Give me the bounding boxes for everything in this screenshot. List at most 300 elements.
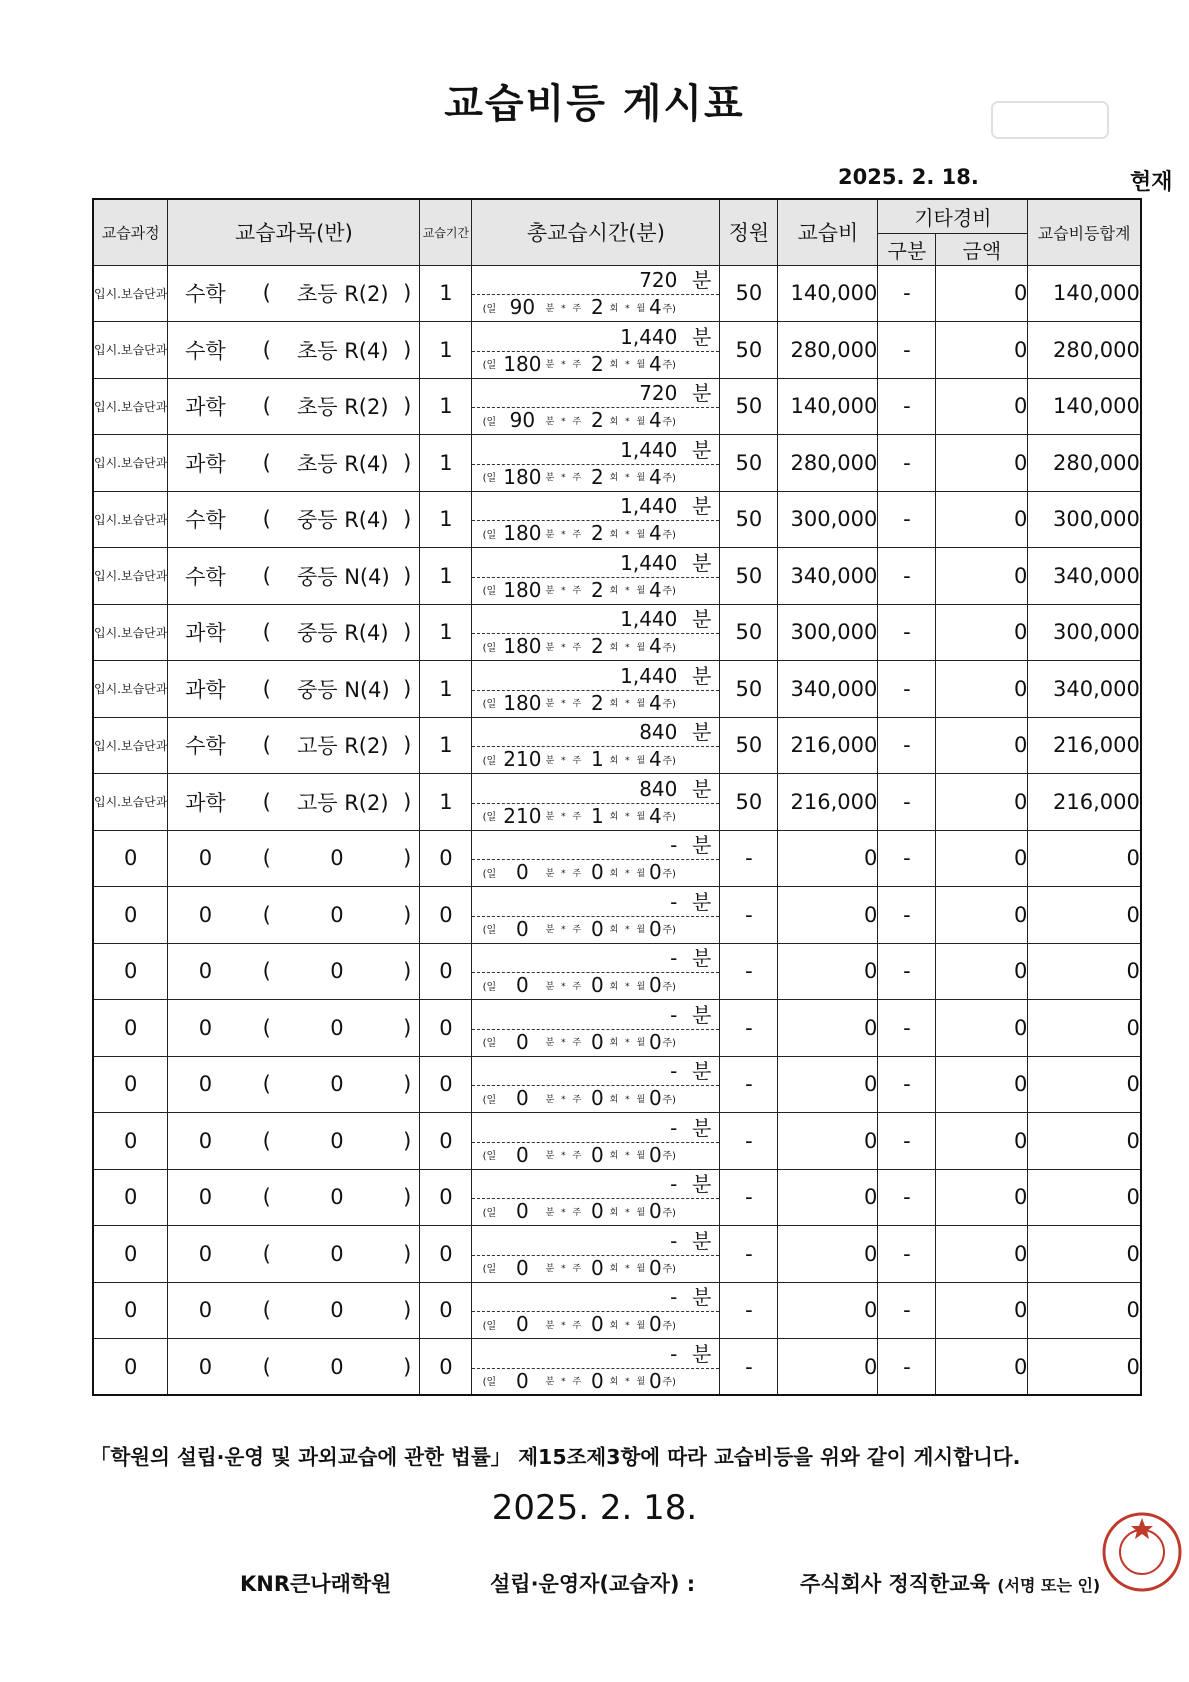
table-row <box>93 265 1141 322</box>
course-cell: 입시.보습단과 <box>93 717 168 774</box>
subject-name: 0 <box>198 902 213 927</box>
minutes-unit: 분 <box>692 889 712 914</box>
paren-close: ) <box>403 281 412 306</box>
header-period: 교습기간 <box>420 199 472 265</box>
capacity-cell: 50 <box>720 774 778 831</box>
weeks: 0 <box>649 1142 662 1167</box>
times-label: 회 * 월 <box>609 868 648 879</box>
sum-cell: 0 <box>1028 1226 1141 1283</box>
sum-cell: 140,000 <box>1028 378 1141 435</box>
paren-open: ( <box>262 337 271 362</box>
other-type-cell: - <box>878 1113 936 1170</box>
total-minutes: 1,440 <box>620 437 678 462</box>
class-name: 0 <box>330 1241 344 1266</box>
course-cell: 0 <box>93 1282 168 1339</box>
times-label: 회 * 월 <box>609 586 648 597</box>
fee-cell: 0 <box>778 1226 878 1283</box>
header-other-amount: 금액 <box>936 233 1028 265</box>
weeks: 0 <box>649 973 662 998</box>
fee-cell: 216,000 <box>778 774 878 831</box>
total-time-cell <box>472 1000 720 1057</box>
paren-close: ) <box>403 394 412 419</box>
table-row <box>93 943 1141 1000</box>
course-cell: 0 <box>93 887 168 944</box>
other-type-cell: - <box>878 774 936 831</box>
period-cell: 1 <box>420 265 472 322</box>
subject-cell <box>168 604 420 661</box>
period-cell: 1 <box>420 604 472 661</box>
day-prefix: (일 <box>482 812 497 824</box>
per-week-label: 분 * 주 <box>545 981 584 992</box>
subject-cell <box>168 1226 420 1283</box>
total-minutes: 1,440 <box>620 324 678 349</box>
paren-open: ( <box>262 733 271 758</box>
capacity-cell: 50 <box>720 548 778 605</box>
times-per-week: 2 <box>591 408 604 433</box>
paren-close: ) <box>403 676 412 701</box>
other-amount-cell: 0 <box>936 435 1028 492</box>
week-suffix: 주) <box>662 812 676 824</box>
times-label: 회 * 월 <box>609 981 648 992</box>
per-week-label: 분 * 주 <box>545 1151 584 1162</box>
per-week-label: 분 * 주 <box>545 699 584 710</box>
total-time-cell <box>472 943 720 1000</box>
period-cell: 0 <box>420 1169 472 1226</box>
table-row <box>93 322 1141 379</box>
course-cell: 0 <box>93 1339 168 1396</box>
per-week-label: 분 * 주 <box>545 1207 584 1218</box>
capacity-cell: - <box>720 1169 778 1226</box>
paren-close: ) <box>403 337 412 362</box>
other-amount-cell: 0 <box>936 774 1028 831</box>
times-label: 회 * 월 <box>609 1264 648 1275</box>
session-minutes: 210 <box>503 803 542 828</box>
subject-name: 0 <box>198 1185 213 1210</box>
other-amount-cell: 0 <box>936 491 1028 548</box>
period-cell: 0 <box>420 830 472 887</box>
week-suffix: 주) <box>662 868 676 880</box>
day-prefix: (일 <box>482 529 497 541</box>
other-amount-cell: 0 <box>936 1169 1028 1226</box>
total-time-cell <box>472 265 720 322</box>
paren-close: ) <box>403 1298 412 1323</box>
subject-cell <box>168 1339 420 1396</box>
sum-cell: 0 <box>1028 1339 1141 1396</box>
class-name: 0 <box>330 1354 344 1379</box>
per-week-label: 분 * 주 <box>545 529 584 540</box>
class-name: 고등 R(2) <box>296 790 389 815</box>
other-type-cell: - <box>878 830 936 887</box>
paren-open: ( <box>262 1128 271 1153</box>
other-amount-cell: 0 <box>936 943 1028 1000</box>
fee-cell: 0 <box>778 1169 878 1226</box>
times-label: 회 * 월 <box>609 1094 648 1105</box>
weeks: 0 <box>649 1029 662 1054</box>
weeks: 0 <box>649 1086 662 1111</box>
minutes-unit: 분 <box>692 1172 712 1197</box>
other-amount-cell: 0 <box>936 322 1028 379</box>
minutes-unit: 분 <box>692 1059 712 1084</box>
period-cell: 0 <box>420 1282 472 1339</box>
week-suffix: 주) <box>662 1038 676 1050</box>
subject-name: 0 <box>198 1128 213 1153</box>
class-name: 0 <box>330 846 344 871</box>
received-stamp-icon <box>990 96 1110 146</box>
bottom-date: 2025. 2. 18. <box>491 1488 698 1528</box>
subject-name: 0 <box>198 959 213 984</box>
week-suffix: 주) <box>662 699 676 711</box>
total-minutes: 840 <box>639 776 678 801</box>
subject-name: 과학 <box>185 395 226 420</box>
subject-cell <box>168 717 420 774</box>
paren-open: ( <box>262 620 271 645</box>
subject-cell <box>168 435 420 492</box>
company-text: 주식회사 정직한교육 <box>800 1572 990 1596</box>
times-per-week: 0 <box>591 1312 604 1337</box>
legal-notice: 「학원의 설립·운영 및 과외교습에 관한 법률」 제15조제3항에 따라 교습비등을 위와 같이 게시합니다. <box>90 1445 1021 1469</box>
paren-close: ) <box>403 1128 412 1153</box>
capacity-cell: - <box>720 1226 778 1283</box>
times-label: 회 * 월 <box>609 925 648 936</box>
paren-close: ) <box>403 789 412 814</box>
other-amount-cell: 0 <box>936 1113 1028 1170</box>
period-cell: 0 <box>420 1113 472 1170</box>
total-time-cell <box>472 1226 720 1283</box>
minutes-unit: 분 <box>692 268 712 293</box>
other-type-cell: - <box>878 265 936 322</box>
sum-cell: 300,000 <box>1028 491 1141 548</box>
week-suffix: 주) <box>662 360 676 372</box>
capacity-cell: - <box>720 830 778 887</box>
subject-cell <box>168 491 420 548</box>
total-time-cell <box>472 1113 720 1170</box>
times-per-week: 0 <box>591 860 604 885</box>
subject-name: 과학 <box>185 790 226 815</box>
fee-cell: 140,000 <box>778 265 878 322</box>
total-time-cell <box>472 1169 720 1226</box>
total-time-cell <box>472 435 720 492</box>
session-minutes: 180 <box>503 634 542 659</box>
minutes-unit: 분 <box>692 607 712 632</box>
times-label: 회 * 월 <box>609 1320 648 1331</box>
other-amount-cell: 0 <box>936 1282 1028 1339</box>
subject-name: 0 <box>198 1015 213 1040</box>
session-minutes: 0 <box>516 973 529 998</box>
times-label: 회 * 월 <box>609 1377 648 1387</box>
times-per-week: 0 <box>591 1368 604 1393</box>
paren-open: ( <box>262 281 271 306</box>
day-prefix: (일 <box>482 1377 497 1388</box>
day-prefix: (일 <box>482 755 497 767</box>
capacity-cell: 50 <box>720 378 778 435</box>
paren-open: ( <box>262 394 271 419</box>
session-minutes: 180 <box>503 464 542 489</box>
weeks: 4 <box>649 295 662 320</box>
minutes-unit: 분 <box>692 946 712 971</box>
weeks: 0 <box>649 1312 662 1337</box>
per-week-label: 분 * 주 <box>545 755 584 766</box>
capacity-cell: 50 <box>720 491 778 548</box>
other-type-cell: - <box>878 1056 936 1113</box>
capacity-cell: 50 <box>720 661 778 718</box>
other-type-cell: - <box>878 378 936 435</box>
subject-name: 과학 <box>185 621 226 646</box>
week-suffix: 주) <box>662 925 676 937</box>
times-label: 회 * 월 <box>609 642 648 653</box>
period-cell: 1 <box>420 435 472 492</box>
times-label: 회 * 월 <box>609 1151 648 1162</box>
total-time-cell <box>472 1282 720 1339</box>
class-name: 0 <box>330 959 344 984</box>
times-label: 회 * 월 <box>609 529 648 540</box>
sum-cell: 0 <box>1028 830 1141 887</box>
subject-name: 수학 <box>185 338 226 363</box>
other-amount-cell: 0 <box>936 887 1028 944</box>
weeks: 4 <box>649 747 662 772</box>
header-other-type: 구분 <box>878 233 936 265</box>
table-row <box>93 1339 1141 1396</box>
paren-open: ( <box>262 846 271 871</box>
table-row <box>93 491 1141 548</box>
times-label: 회 * 월 <box>609 812 648 823</box>
sum-cell: 0 <box>1028 1113 1141 1170</box>
subject-cell <box>168 887 420 944</box>
course-cell: 입시.보습단과 <box>93 378 168 435</box>
fee-cell: 0 <box>778 1339 878 1396</box>
paren-close: ) <box>403 563 412 588</box>
session-minutes: 0 <box>516 1312 529 1337</box>
session-minutes: 0 <box>516 1199 529 1224</box>
other-amount-cell: 0 <box>936 1000 1028 1057</box>
capacity-cell: - <box>720 1113 778 1170</box>
day-prefix: (일 <box>482 1320 497 1332</box>
subject-cell <box>168 661 420 718</box>
sum-cell: 340,000 <box>1028 661 1141 718</box>
subject-cell <box>168 1282 420 1339</box>
day-prefix: (일 <box>482 1151 497 1163</box>
day-prefix: (일 <box>482 981 497 993</box>
day-prefix: (일 <box>482 1038 497 1050</box>
weeks: 4 <box>649 351 662 376</box>
subject-name: 0 <box>198 1072 213 1097</box>
total-minutes: 720 <box>639 381 678 406</box>
times-label: 회 * 월 <box>609 303 648 314</box>
company-name <box>800 1568 1100 1598</box>
week-suffix: 주) <box>662 1264 676 1276</box>
per-week-label: 분 * 주 <box>545 868 584 879</box>
period-cell: 0 <box>420 943 472 1000</box>
table-row <box>93 887 1141 944</box>
week-suffix: 주) <box>662 1320 676 1332</box>
class-name: 초등 R(4) <box>296 338 389 363</box>
minutes-unit: 분 <box>692 663 712 688</box>
period-cell: 0 <box>420 1056 472 1113</box>
day-prefix: (일 <box>482 1094 497 1106</box>
paren-open: ( <box>262 959 271 984</box>
paren-close: ) <box>403 1185 412 1210</box>
times-per-week: 2 <box>591 521 604 546</box>
per-week-label: 분 * 주 <box>545 1094 584 1105</box>
day-prefix: (일 <box>482 1207 497 1219</box>
subject-name: 0 <box>198 1354 213 1379</box>
other-amount-cell: 0 <box>936 1056 1028 1113</box>
session-minutes: 180 <box>503 351 542 376</box>
week-suffix: 주) <box>662 1207 676 1219</box>
subject-cell <box>168 548 420 605</box>
other-amount-cell: 0 <box>936 548 1028 605</box>
period-cell: 1 <box>420 548 472 605</box>
other-type-cell: - <box>878 604 936 661</box>
per-week-label: 분 * 주 <box>545 1038 584 1049</box>
period-cell: 0 <box>420 1000 472 1057</box>
other-type-cell: - <box>878 717 936 774</box>
weeks: 4 <box>649 464 662 489</box>
subject-name: 과학 <box>185 451 226 476</box>
times-per-week: 2 <box>591 464 604 489</box>
paren-open: ( <box>262 450 271 475</box>
sign-note: (서명 또는 인) <box>997 1576 1101 1595</box>
other-amount-cell: 0 <box>936 378 1028 435</box>
table-row <box>93 1113 1141 1170</box>
subject-cell <box>168 322 420 379</box>
minutes-unit: 분 <box>692 1002 712 1027</box>
capacity-cell: 50 <box>720 604 778 661</box>
paren-close: ) <box>403 1072 412 1097</box>
table-row <box>93 717 1141 774</box>
week-suffix: 주) <box>662 473 676 485</box>
week-suffix: 주) <box>662 303 676 315</box>
total-time-cell <box>472 1056 720 1113</box>
other-type-cell: - <box>878 1169 936 1226</box>
fee-cell: 0 <box>778 1113 878 1170</box>
period-cell: 1 <box>420 717 472 774</box>
weeks: 4 <box>649 803 662 828</box>
paren-close: ) <box>403 959 412 984</box>
capacity-cell: - <box>720 943 778 1000</box>
course-cell: 0 <box>93 830 168 887</box>
total-minutes: - <box>670 1059 678 1084</box>
per-week-label: 분 * 주 <box>545 303 584 314</box>
class-name: 초등 R(2) <box>296 282 389 307</box>
paren-close: ) <box>403 450 412 475</box>
class-name: 고등 R(2) <box>296 734 389 759</box>
sum-cell: 216,000 <box>1028 774 1141 831</box>
times-per-week: 1 <box>591 803 604 828</box>
minutes-unit: 분 <box>692 776 712 801</box>
total-minutes: - <box>670 833 678 858</box>
table-row <box>93 774 1141 831</box>
week-suffix: 주) <box>662 755 676 767</box>
weeks: 4 <box>649 577 662 602</box>
period-cell: 1 <box>420 322 472 379</box>
subject-cell <box>168 1113 420 1170</box>
day-prefix: (일 <box>482 416 497 428</box>
total-minutes: 720 <box>639 268 678 293</box>
day-prefix: (일 <box>482 1264 497 1276</box>
fee-cell: 0 <box>778 1282 878 1339</box>
total-minutes: - <box>670 1172 678 1197</box>
founder-label: 설립·운영자(교습자) : <box>490 1572 696 1596</box>
per-week-label: 분 * 주 <box>545 360 584 371</box>
other-type-cell: - <box>878 435 936 492</box>
paren-close: ) <box>403 902 412 927</box>
period-cell: 1 <box>420 491 472 548</box>
capacity-cell: - <box>720 1056 778 1113</box>
sum-cell: 140,000 <box>1028 265 1141 322</box>
class-name: 중등 N(4) <box>296 677 390 702</box>
subject-name: 0 <box>198 1298 213 1323</box>
fee-table <box>92 198 1142 1396</box>
minutes-unit: 분 <box>692 381 712 406</box>
class-name: 중등 R(4) <box>296 621 389 646</box>
total-time-cell <box>472 661 720 718</box>
paren-open: ( <box>262 1015 271 1040</box>
other-amount-cell: 0 <box>936 717 1028 774</box>
fee-cell: 216,000 <box>778 717 878 774</box>
paren-close: ) <box>403 1015 412 1040</box>
other-amount-cell: 0 <box>936 830 1028 887</box>
paren-open: ( <box>262 789 271 814</box>
course-cell: 입시.보습단과 <box>93 548 168 605</box>
subject-name: 수학 <box>185 282 226 307</box>
class-name: 0 <box>330 1015 344 1040</box>
paren-open: ( <box>262 1298 271 1323</box>
times-label: 회 * 월 <box>609 755 648 766</box>
class-name: 0 <box>330 902 344 927</box>
session-minutes: 180 <box>503 690 542 715</box>
paren-open: ( <box>262 563 271 588</box>
capacity-cell: 50 <box>720 322 778 379</box>
subject-name: 0 <box>198 1241 213 1266</box>
minutes-unit: 분 <box>692 1115 712 1140</box>
fee-cell: 0 <box>778 1000 878 1057</box>
other-type-cell: - <box>878 887 936 944</box>
other-amount-cell: 0 <box>936 1226 1028 1283</box>
total-minutes: - <box>670 1228 678 1253</box>
period-cell: 1 <box>420 378 472 435</box>
header-fee: 교습비 <box>778 199 878 265</box>
other-amount-cell: 0 <box>936 604 1028 661</box>
total-minutes: 1,440 <box>620 607 678 632</box>
total-time-cell <box>472 717 720 774</box>
per-week-label: 분 * 주 <box>545 925 584 936</box>
header-total-time: 총교습시간(분) <box>472 199 720 265</box>
per-week-label: 분 * 주 <box>545 1264 584 1275</box>
header-capacity: 정원 <box>720 199 778 265</box>
course-cell: 입시.보습단과 <box>93 774 168 831</box>
header-course: 교습과정 <box>93 199 168 265</box>
table-row <box>93 378 1141 435</box>
sum-cell: 0 <box>1028 943 1141 1000</box>
per-week-label: 분 * 주 <box>545 586 584 597</box>
minutes-unit: 분 <box>692 833 712 858</box>
capacity-cell: 50 <box>720 717 778 774</box>
paren-open: ( <box>262 1185 271 1210</box>
sum-cell: 280,000 <box>1028 435 1141 492</box>
sum-cell: 0 <box>1028 1056 1141 1113</box>
fee-cell: 300,000 <box>778 491 878 548</box>
table-row <box>93 1226 1141 1283</box>
session-minutes: 0 <box>516 916 529 941</box>
times-label: 회 * 월 <box>609 416 648 427</box>
times-label: 회 * 월 <box>609 1207 648 1218</box>
subject-name: 과학 <box>185 677 226 702</box>
day-prefix: (일 <box>482 473 497 485</box>
sum-cell: 0 <box>1028 1282 1141 1339</box>
total-minutes: - <box>670 889 678 914</box>
subject-name: 수학 <box>185 508 226 533</box>
class-name: 0 <box>330 1072 344 1097</box>
